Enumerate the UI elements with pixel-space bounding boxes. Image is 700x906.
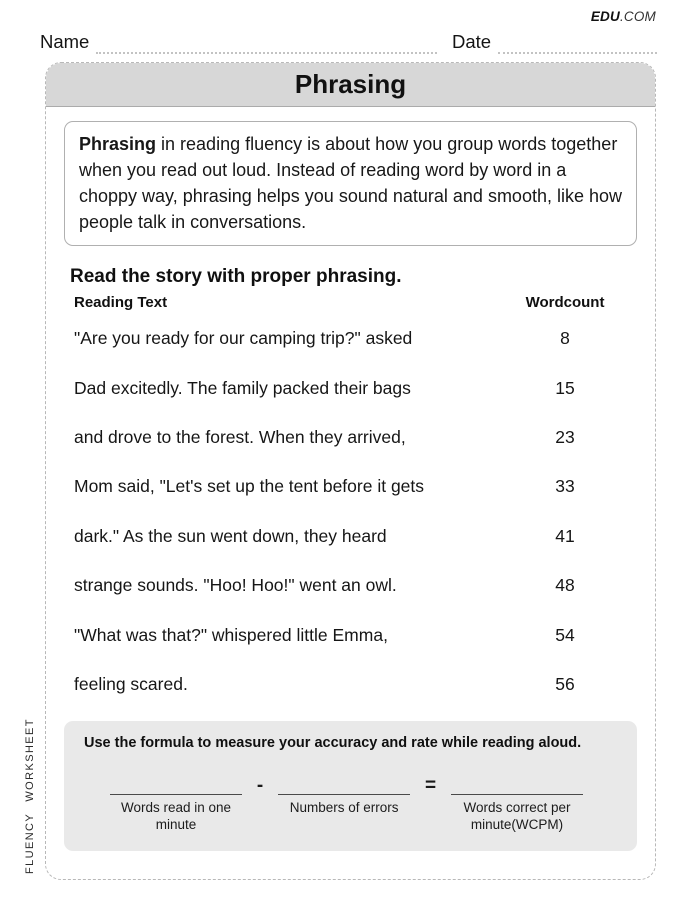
formula-instruction: Use the formula to measure your accuracy and rate while reading aloud.	[84, 735, 582, 752]
table-row	[46, 314, 655, 363]
wordcount-cell: 33	[555, 476, 575, 497]
table-row	[46, 462, 655, 511]
date-input-line[interactable]	[498, 32, 657, 54]
words-read-blank[interactable]	[110, 775, 242, 795]
date-label: Date	[452, 31, 492, 52]
wcpm-blank[interactable]	[451, 775, 583, 795]
table-row	[46, 413, 655, 462]
reading-text-cell: "Are you ready for our camping trip?" asked	[74, 328, 413, 349]
wordcount-cell: 41	[555, 525, 575, 546]
reading-text-cell: and drove to the forest. When they arrived,	[74, 426, 406, 447]
reading-text-cell: feeling scared.	[74, 673, 188, 694]
name-date-row	[40, 30, 657, 54]
formula-box	[64, 721, 637, 851]
date-field	[452, 30, 657, 54]
page-title: Phrasing	[294, 69, 407, 99]
errors-blank[interactable]	[278, 775, 410, 795]
edu-logo	[591, 9, 656, 24]
errors-column	[274, 775, 414, 833]
edu-logo-suffix: .COM	[619, 9, 656, 24]
table-row	[46, 561, 655, 610]
table-row	[46, 610, 655, 659]
wordcount-cell: 48	[555, 575, 575, 596]
wcpm-label: Words correct per minute(WCPM)	[463, 800, 571, 833]
intro-box	[64, 121, 637, 246]
words-read-label: Words read in one minute	[120, 800, 232, 833]
reading-text-cell: Mom said, "Let's set up the tent before it gets	[74, 476, 425, 497]
table-row	[46, 512, 655, 561]
equals-sign: =	[425, 775, 437, 797]
wordcount-cell: 56	[555, 673, 575, 694]
reading-text-cell: strange sounds. "Hoo! Hoo!" went an owl.	[74, 575, 397, 596]
reading-table	[46, 314, 655, 709]
errors-label: Numbers of errors	[289, 800, 399, 816]
name-input-line[interactable]	[96, 32, 437, 54]
title-bar	[46, 63, 655, 107]
formula-row	[64, 775, 637, 833]
name-field	[40, 30, 437, 54]
reading-text-cell: dark." As the sun went down, they heard	[74, 525, 387, 546]
worksheet-card	[45, 62, 656, 880]
intro-lead-word: Phrasing	[79, 134, 157, 154]
wordcount-cell: 54	[555, 624, 575, 645]
wordcount-cell: 15	[555, 377, 575, 398]
table-row	[46, 363, 655, 412]
instruction-heading: Read the story with proper phrasing.	[70, 266, 402, 287]
fluency-worksheet-side-label: FLUENCY WORKSHEET	[24, 718, 36, 874]
wordcount-cell: 23	[555, 426, 575, 447]
table-header	[46, 294, 655, 312]
table-row	[46, 660, 655, 709]
words-read-column	[106, 775, 246, 833]
reading-text-cell: "What was that?" whispered little Emma,	[74, 624, 388, 645]
intro-text: in reading fluency is about how you group words together when you read out loud. Instead of reading word by word in a choppy way, phrasing helps you sound natural and smooth, like how people talk in conversations.	[79, 134, 622, 232]
reading-text-column-header: Reading Text	[74, 294, 168, 311]
minus-sign: -	[256, 775, 264, 797]
reading-text-cell: Dad excitedly. The family packed their bags	[74, 377, 411, 398]
wcpm-column	[447, 775, 587, 833]
wordcount-column-header: Wordcount	[525, 294, 605, 311]
name-label: Name	[40, 31, 90, 52]
wordcount-cell: 8	[560, 328, 570, 349]
edu-logo-bold: EDU	[590, 9, 620, 24]
